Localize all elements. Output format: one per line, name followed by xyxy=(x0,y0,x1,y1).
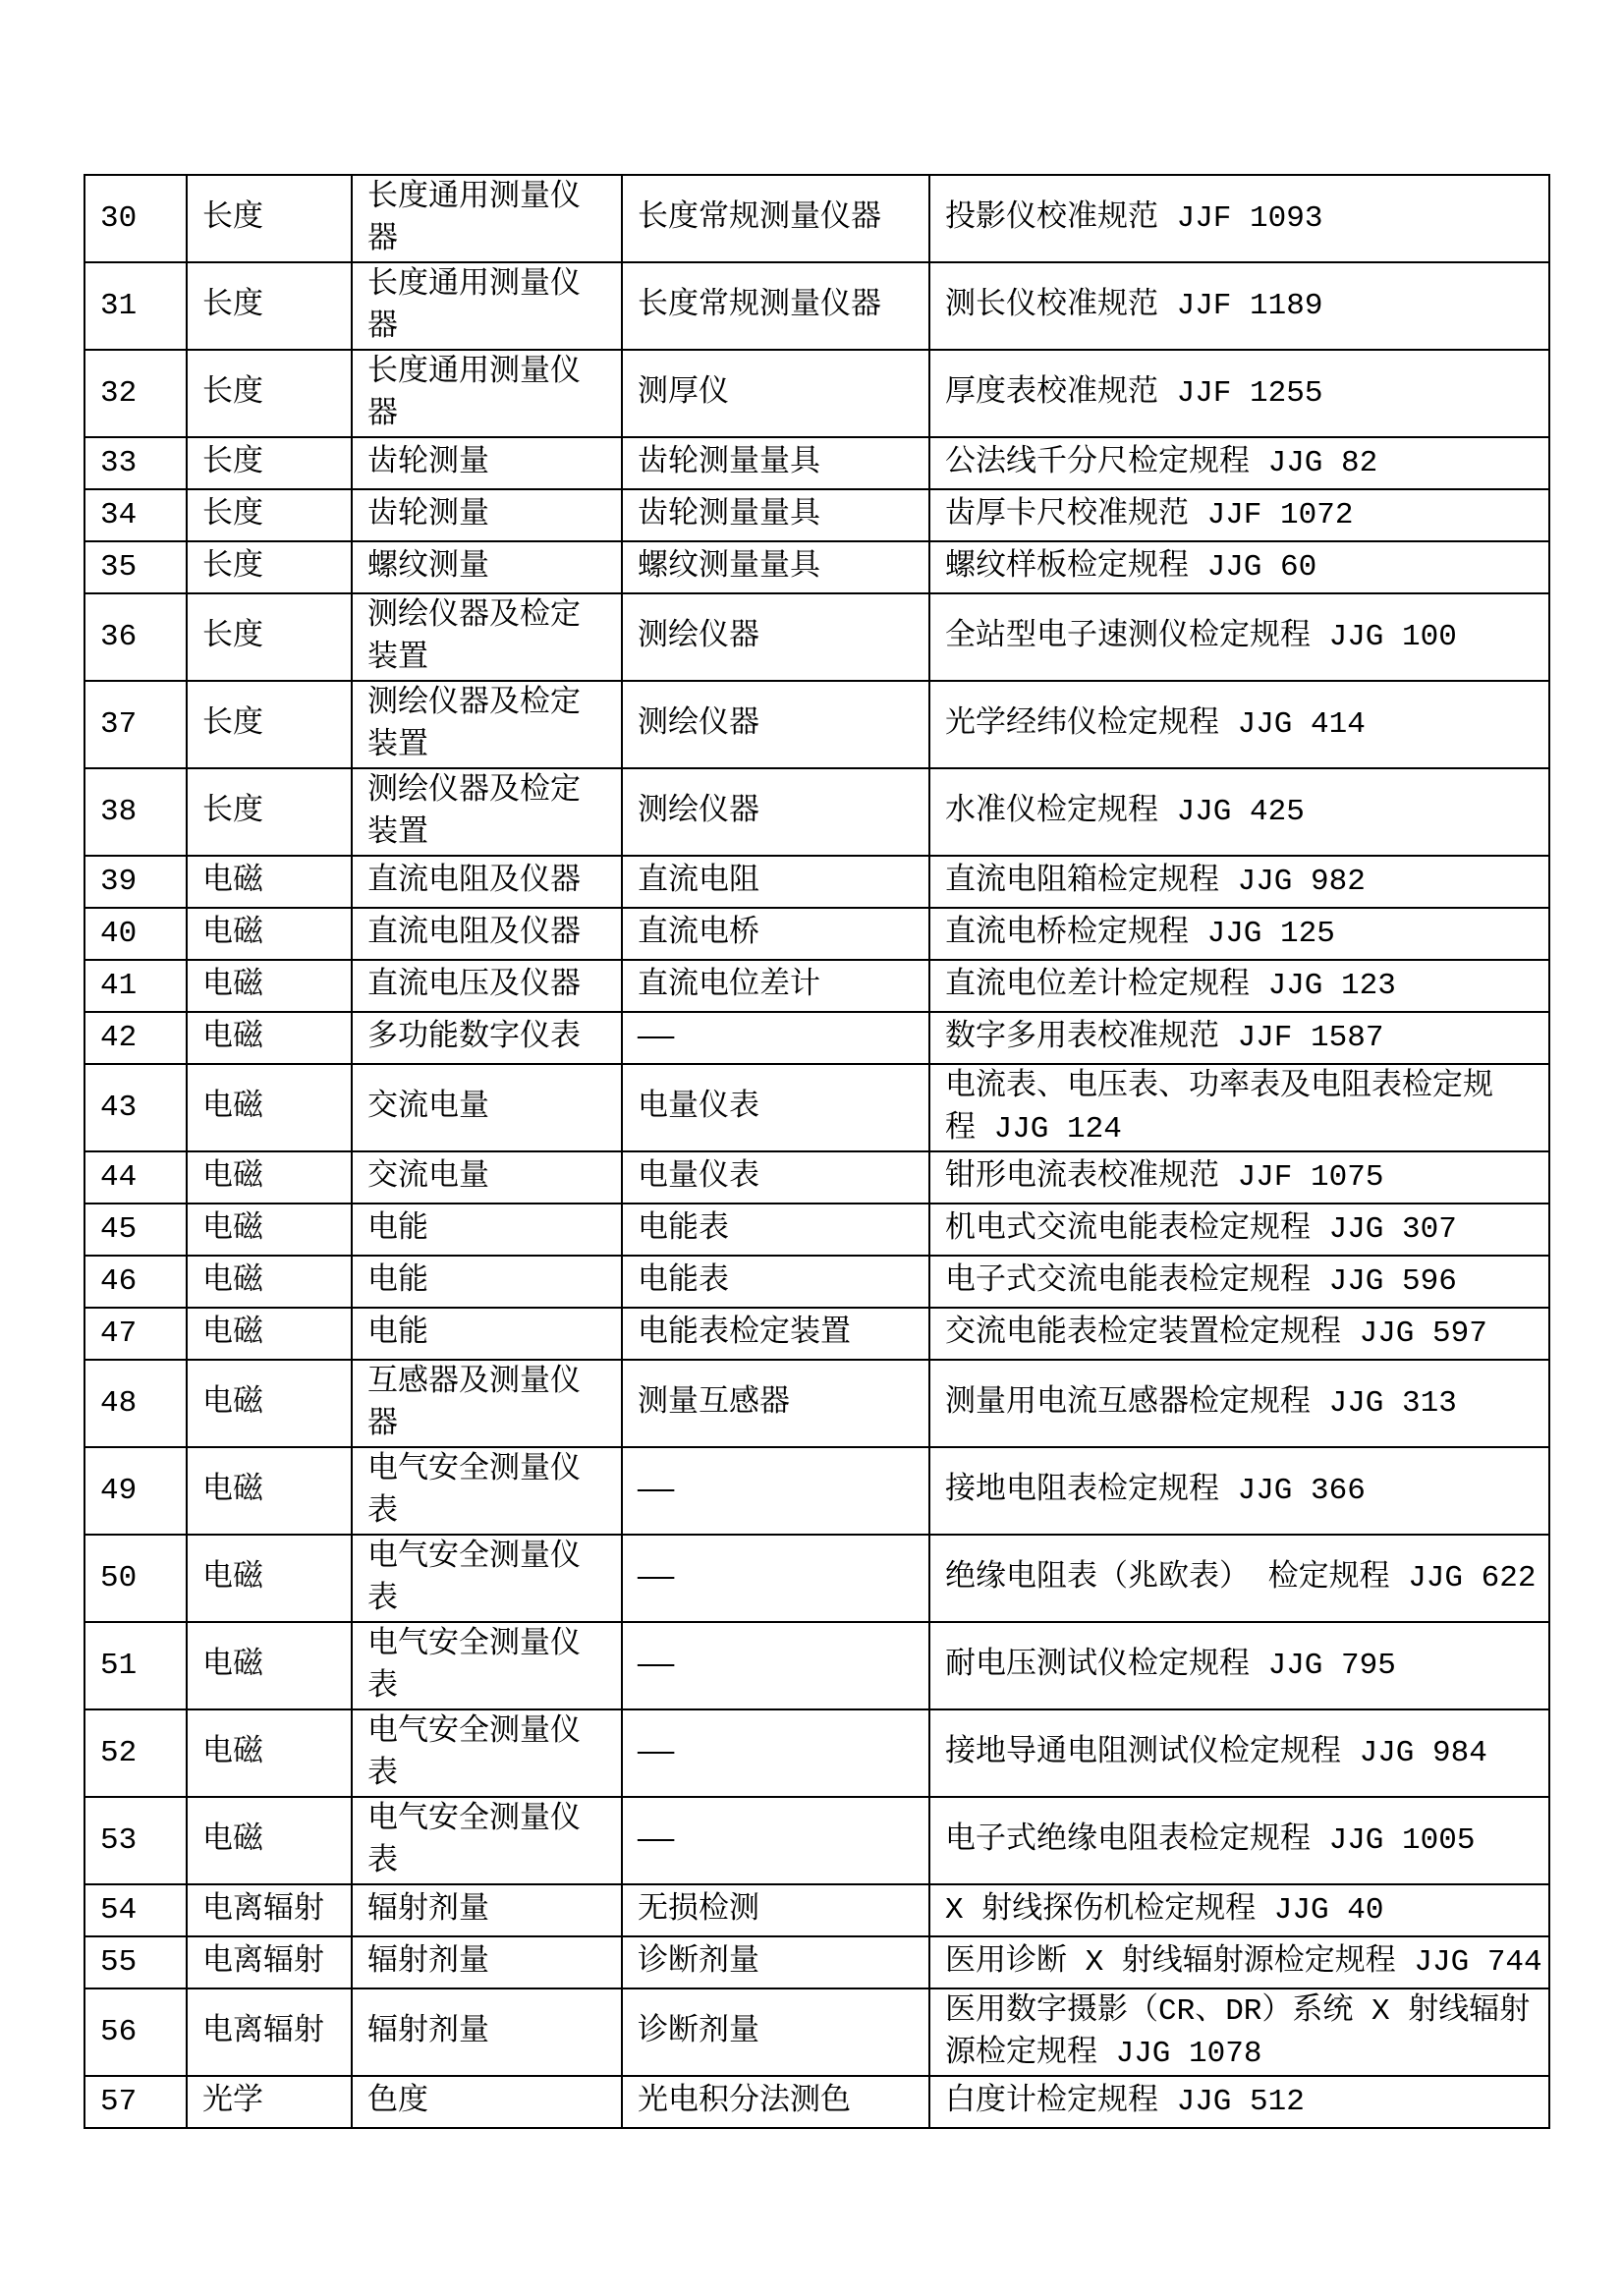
cell-item: —— xyxy=(622,1797,929,1884)
table-row xyxy=(84,681,1549,768)
cell-standard: 直流电阻箱检定规程 JJG 982 xyxy=(929,856,1549,908)
cell-item: 电能表 xyxy=(622,1256,929,1308)
cell-number: 49 xyxy=(84,1447,187,1535)
cell-standard: 投影仪校准规范 JJF 1093 xyxy=(929,175,1549,262)
cell-field: 电磁 xyxy=(187,1622,352,1709)
cell-item: —— xyxy=(622,1535,929,1622)
cell-standard: 螺纹样板检定规程 JJG 60 xyxy=(929,541,1549,593)
table-row xyxy=(84,1988,1549,2076)
cell-category xyxy=(352,681,622,768)
cell-number: 54 xyxy=(84,1884,187,1936)
table-row xyxy=(84,1064,1549,1151)
cell-category xyxy=(352,437,622,489)
cell-standard: X 射线探伤机检定规程 JJG 40 xyxy=(929,1884,1549,1936)
cell-item: 电量仪表 xyxy=(622,1151,929,1204)
category-text: 色度 xyxy=(367,2085,428,2119)
cell-item: 直流电桥 xyxy=(622,908,929,960)
table-row xyxy=(84,1256,1549,1308)
category-text: 电气安全测量仪表 xyxy=(367,1714,581,1792)
cell-number: 40 xyxy=(84,908,187,960)
cell-number: 43 xyxy=(84,1064,187,1151)
category-text: 电气安全测量仪表 xyxy=(367,1627,581,1705)
category-text: 长度通用测量仪器 xyxy=(367,180,581,257)
cell-item: 测厚仪 xyxy=(622,350,929,437)
cell-standard: 电子式交流电能表检定规程 JJG 596 xyxy=(929,1256,1549,1308)
table-row xyxy=(84,350,1549,437)
cell-category xyxy=(352,350,622,437)
cell-category xyxy=(352,593,622,681)
cell-item: 电能表检定装置 xyxy=(622,1308,929,1360)
cell-field: 长度 xyxy=(187,681,352,768)
table-row xyxy=(84,856,1549,908)
cell-field: 电磁 xyxy=(187,856,352,908)
cell-item: —— xyxy=(622,1012,929,1064)
cell-item: 直流电阻 xyxy=(622,856,929,908)
table-row xyxy=(84,908,1549,960)
category-text: 螺纹测量 xyxy=(367,550,489,585)
category-text: 测绘仪器及检定装置 xyxy=(367,598,581,676)
category-text: 辐射剂量 xyxy=(367,2015,489,2049)
table-row xyxy=(84,1797,1549,1884)
cell-number: 32 xyxy=(84,350,187,437)
cell-standard: 数字多用表校准规范 JJF 1587 xyxy=(929,1012,1549,1064)
table-row xyxy=(84,960,1549,1012)
cell-field: 电磁 xyxy=(187,960,352,1012)
cell-standard: 机电式交流电能表检定规程 JJG 307 xyxy=(929,1204,1549,1256)
cell-category xyxy=(352,541,622,593)
cell-number: 31 xyxy=(84,262,187,350)
cell-number: 57 xyxy=(84,2076,187,2128)
cell-item: 测绘仪器 xyxy=(622,681,929,768)
cell-number: 44 xyxy=(84,1151,187,1204)
standard-text: 医用数字摄影（CR、DR）系统 X 射线辐射源检定规程 JJG 1078 xyxy=(945,1993,1531,2071)
cell-item: 电量仪表 xyxy=(622,1064,929,1151)
cell-category xyxy=(352,1884,622,1936)
category-text: 齿轮测量 xyxy=(367,446,489,480)
table-row xyxy=(84,1308,1549,1360)
cell-number: 56 xyxy=(84,1988,187,2076)
cell-category xyxy=(352,1204,622,1256)
cell-standard xyxy=(929,1988,1549,2076)
table-row xyxy=(84,1447,1549,1535)
cell-standard: 白度计检定规程 JJG 512 xyxy=(929,2076,1549,2128)
cell-field: 电磁 xyxy=(187,1204,352,1256)
table-row xyxy=(84,1012,1549,1064)
category-text: 电气安全测量仪表 xyxy=(367,1540,581,1617)
table-row xyxy=(84,1884,1549,1936)
cell-field: 长度 xyxy=(187,350,352,437)
cell-item: —— xyxy=(622,1447,929,1535)
category-text: 直流电阻及仪器 xyxy=(367,865,581,899)
cell-standard xyxy=(929,1064,1549,1151)
cell-field: 电磁 xyxy=(187,1064,352,1151)
table-row xyxy=(84,489,1549,541)
cell-field: 电离辐射 xyxy=(187,1884,352,1936)
category-text: 交流电量 xyxy=(367,1091,489,1125)
cell-item: 齿轮测量量具 xyxy=(622,437,929,489)
cell-number: 34 xyxy=(84,489,187,541)
cell-item: 测绘仪器 xyxy=(622,768,929,856)
cell-field: 长度 xyxy=(187,175,352,262)
cell-category xyxy=(352,1151,622,1204)
cell-field: 电磁 xyxy=(187,1709,352,1797)
cell-category xyxy=(352,1064,622,1151)
cell-standard: 接地电阻表检定规程 JJG 366 xyxy=(929,1447,1549,1535)
cell-category xyxy=(352,960,622,1012)
cell-standard: 钳形电流表校准规范 JJF 1075 xyxy=(929,1151,1549,1204)
table-row xyxy=(84,437,1549,489)
cell-item: —— xyxy=(622,1622,929,1709)
cell-standard: 直流电桥检定规程 JJG 125 xyxy=(929,908,1549,960)
cell-standard: 全站型电子速测仪检定规程 JJG 100 xyxy=(929,593,1549,681)
cell-field: 电离辐射 xyxy=(187,1988,352,2076)
cell-field: 长度 xyxy=(187,489,352,541)
cell-category xyxy=(352,1988,622,2076)
category-text: 交流电量 xyxy=(367,1160,489,1195)
cell-field: 电磁 xyxy=(187,1151,352,1204)
cell-number: 35 xyxy=(84,541,187,593)
cell-number: 50 xyxy=(84,1535,187,1622)
table-row xyxy=(84,175,1549,262)
cell-field: 电磁 xyxy=(187,1012,352,1064)
cell-category xyxy=(352,1709,622,1797)
cell-number: 39 xyxy=(84,856,187,908)
cell-standard: 电子式绝缘电阻表检定规程 JJG 1005 xyxy=(929,1797,1549,1884)
cell-field: 长度 xyxy=(187,262,352,350)
cell-field: 长度 xyxy=(187,541,352,593)
category-text: 多功能数字仪表 xyxy=(367,1021,581,1055)
cell-item: 测绘仪器 xyxy=(622,593,929,681)
cell-standard: 厚度表校准规范 JJF 1255 xyxy=(929,350,1549,437)
cell-number: 36 xyxy=(84,593,187,681)
cell-item: 测量互感器 xyxy=(622,1360,929,1447)
category-text: 长度通用测量仪器 xyxy=(367,267,581,345)
cell-standard: 直流电位差计检定规程 JJG 123 xyxy=(929,960,1549,1012)
cell-category xyxy=(352,1622,622,1709)
category-text: 测绘仪器及检定装置 xyxy=(367,686,581,763)
cell-standard: 交流电能表检定装置检定规程 JJG 597 xyxy=(929,1308,1549,1360)
category-text: 齿轮测量 xyxy=(367,498,489,532)
cell-category xyxy=(352,262,622,350)
category-text: 互感器及测量仪器 xyxy=(367,1365,581,1442)
cell-number: 55 xyxy=(84,1936,187,1988)
table-row xyxy=(84,1622,1549,1709)
cell-field: 光学 xyxy=(187,2076,352,2128)
table-row xyxy=(84,1709,1549,1797)
cell-category xyxy=(352,1447,622,1535)
category-text: 电能 xyxy=(367,1212,428,1247)
cell-number: 53 xyxy=(84,1797,187,1884)
cell-category xyxy=(352,1308,622,1360)
cell-number: 37 xyxy=(84,681,187,768)
category-text: 电气安全测量仪表 xyxy=(367,1802,581,1879)
cell-field: 电磁 xyxy=(187,908,352,960)
cell-category xyxy=(352,1797,622,1884)
cell-number: 51 xyxy=(84,1622,187,1709)
cell-category xyxy=(352,1360,622,1447)
category-text: 直流电压及仪器 xyxy=(367,969,581,1003)
cell-category xyxy=(352,2076,622,2128)
table-row xyxy=(84,1204,1549,1256)
cell-number: 46 xyxy=(84,1256,187,1308)
table-row xyxy=(84,541,1549,593)
cell-standard: 齿厚卡尺校准规范 JJF 1072 xyxy=(929,489,1549,541)
cell-number: 33 xyxy=(84,437,187,489)
cell-field: 长度 xyxy=(187,593,352,681)
table-row xyxy=(84,1151,1549,1204)
cell-field: 长度 xyxy=(187,437,352,489)
cell-field: 电磁 xyxy=(187,1256,352,1308)
cell-category xyxy=(352,175,622,262)
cell-standard: 医用诊断 X 射线辐射源检定规程 JJG 744 xyxy=(929,1936,1549,1988)
cell-standard: 绝缘电阻表（兆欧表） 检定规程 JJG 622 xyxy=(929,1535,1549,1622)
cell-item: —— xyxy=(622,1709,929,1797)
cell-category xyxy=(352,1535,622,1622)
cell-category xyxy=(352,1256,622,1308)
standards-table xyxy=(84,174,1550,2129)
cell-category xyxy=(352,908,622,960)
cell-standard: 耐电压测试仪检定规程 JJG 795 xyxy=(929,1622,1549,1709)
cell-number: 38 xyxy=(84,768,187,856)
table-row xyxy=(84,2076,1549,2128)
cell-standard: 测长仪校准规范 JJF 1189 xyxy=(929,262,1549,350)
cell-standard: 接地导通电阻测试仪检定规程 JJG 984 xyxy=(929,1709,1549,1797)
cell-field: 电磁 xyxy=(187,1535,352,1622)
cell-item: 无损检测 xyxy=(622,1884,929,1936)
cell-field: 电离辐射 xyxy=(187,1936,352,1988)
cell-item: 电能表 xyxy=(622,1204,929,1256)
cell-number: 47 xyxy=(84,1308,187,1360)
table-row xyxy=(84,768,1549,856)
cell-category xyxy=(352,1936,622,1988)
cell-category xyxy=(352,489,622,541)
cell-standard: 光学经纬仪检定规程 JJG 414 xyxy=(929,681,1549,768)
cell-number: 48 xyxy=(84,1360,187,1447)
category-text: 电能 xyxy=(367,1316,428,1351)
cell-field: 电磁 xyxy=(187,1447,352,1535)
cell-category xyxy=(352,768,622,856)
category-text: 长度通用测量仪器 xyxy=(367,355,581,432)
cell-item: 长度常规测量仪器 xyxy=(622,262,929,350)
cell-item: 长度常规测量仪器 xyxy=(622,175,929,262)
table-row xyxy=(84,1360,1549,1447)
table-row xyxy=(84,262,1549,350)
cell-number: 41 xyxy=(84,960,187,1012)
table-row xyxy=(84,1535,1549,1622)
category-text: 辐射剂量 xyxy=(367,1893,489,1928)
cell-standard: 公法线千分尺检定规程 JJG 82 xyxy=(929,437,1549,489)
category-text: 电能 xyxy=(367,1264,428,1299)
table-row xyxy=(84,593,1549,681)
cell-category xyxy=(352,856,622,908)
cell-item: 光电积分法测色 xyxy=(622,2076,929,2128)
cell-item: 诊断剂量 xyxy=(622,1988,929,2076)
cell-item: 直流电位差计 xyxy=(622,960,929,1012)
table-row xyxy=(84,1936,1549,1988)
category-text: 电气安全测量仪表 xyxy=(367,1452,581,1530)
cell-number: 52 xyxy=(84,1709,187,1797)
cell-number: 45 xyxy=(84,1204,187,1256)
cell-item: 齿轮测量量具 xyxy=(622,489,929,541)
cell-standard: 测量用电流互感器检定规程 JJG 313 xyxy=(929,1360,1549,1447)
cell-field: 电磁 xyxy=(187,1360,352,1447)
cell-field: 长度 xyxy=(187,768,352,856)
cell-item: 螺纹测量量具 xyxy=(622,541,929,593)
cell-field: 电磁 xyxy=(187,1308,352,1360)
cell-number: 42 xyxy=(84,1012,187,1064)
cell-standard: 水准仪检定规程 JJG 425 xyxy=(929,768,1549,856)
cell-category xyxy=(352,1012,622,1064)
cell-number: 30 xyxy=(84,175,187,262)
category-text: 测绘仪器及检定装置 xyxy=(367,773,581,851)
category-text: 直流电阻及仪器 xyxy=(367,917,581,951)
cell-item: 诊断剂量 xyxy=(622,1936,929,1988)
cell-field: 电磁 xyxy=(187,1797,352,1884)
standard-text: 电流表、电压表、功率表及电阻表检定规程 JJG 124 xyxy=(945,1069,1493,1147)
category-text: 辐射剂量 xyxy=(367,1945,489,1980)
